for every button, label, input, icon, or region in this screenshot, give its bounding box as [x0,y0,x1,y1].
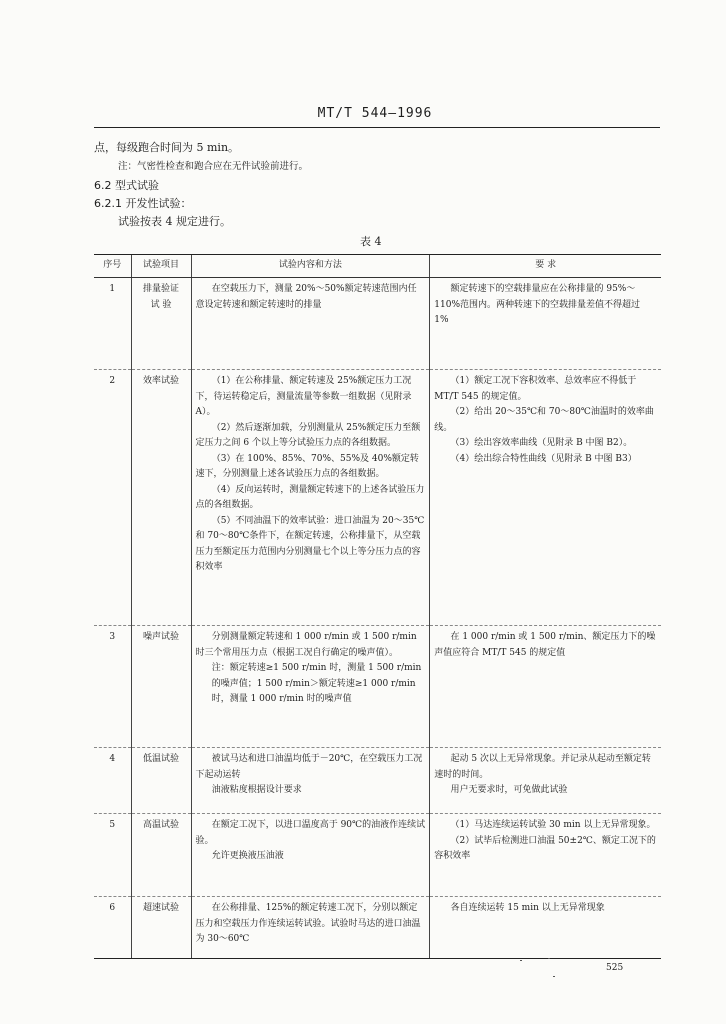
table-row [94,897,661,959]
row-requirement [430,814,661,897]
table-row [94,278,661,370]
row-item [131,748,191,814]
requirement-paragraph: 各自连续运转 15 min 以上无异常现象 [450,903,605,913]
requirement-paragraph: 起动 5 次以上无异常现象。并记录从起动至额定转速时的时间。 [434,754,651,780]
header-method: 试验内容和方法 [191,255,430,278]
row-method [191,748,430,814]
requirement-paragraph: 在 1 000 r/min 或 1 500 r/min、额定压力下的噪声值应符合 MT/T 545 的规定值 [434,632,656,658]
row-item [131,370,191,626]
table-header-row [94,255,661,278]
item-line: 高温试验 [143,820,180,830]
method-paragraph: 在额定工况下，以进口温度高于 90℃的油液作连续试验。 [195,820,426,846]
method-paragraph: 在公称排量、125%的额定转速工况下，分别以额定压力和空载压力作连续运转试验。试验时马达的进口油温为 30～60℃ [195,903,421,944]
page-number: 525 [606,963,624,973]
item-line: 效率试验 [143,376,180,386]
table-row [94,814,661,897]
requirement-paragraph: 用户无要求时，可免做此试验 [450,785,568,795]
requirement-paragraph: （1）额定工况下容积效率、总效率应不得低于 MT/T 545 的规定值。 [434,376,637,402]
header-rule [94,127,660,128]
item-line: 试 验 [150,299,172,310]
requirement-paragraph: 额定转速下的空载排量应在公称排量的 95%～110%范围内。两种转速下的空载排量差值不得超过 1% [434,284,641,325]
scan-speck [520,960,522,961]
row-number: 1 [94,278,131,370]
method-paragraph: （2）然后逐渐加载，分别测量从 25%额定压力至额定压力之间 6 个以上等分试验压力点的各组数据。 [195,422,421,448]
scan-speck [553,976,555,977]
method-paragraph: 在空载压力下，测量 20%～50%额定转速范围内任意设定转速和额定转速时的排量 [195,284,417,310]
method-paragraph: 允许更换液压油液 [211,851,284,861]
requirement-paragraph: （2）试毕后检测进口油温 50±2℃、额定工况下的容积效率 [434,835,656,861]
row-method [191,278,430,370]
row-item [131,897,191,959]
row-method [191,814,430,897]
requirement-paragraph: （3）绘出容效率曲线（见附录 B 中图 B2）。 [450,438,633,448]
section-6-2-heading: 6.2 型式试验 [94,179,159,192]
method-paragraph: （1）在公称排量、额定转速及 25%额定压力工况下，待运转稳定后，测量流量等参数一组数据（见附录 A）。 [195,376,412,417]
intro-note: 注：气密性检查和跑合应在无件试验前进行。 [118,161,309,172]
method-paragraph: 被试马达和进口油温均低于－20℃，在空载压力工况下起动运转 [195,754,423,780]
method-note: 注：额定转速≥1 500 r/min 时，测量 1 500 r/min的噪声值；1 500 r/min＞额定转速≥1 000 r/min时，测量 1 000 r/min 时的噪声值 [211,663,422,704]
header-standard-number: MT/T 544—1996 [317,106,433,121]
method-paragraph: （5）不同油温下的效率试验：进口油温为 20～35℃和 70～80℃条件下，在额定转速，公称排量下，从空载压力至额定压力范围内分别测量七个以上等分压力点的容积效率 [195,515,425,572]
item-line: 排量验证 [143,284,180,294]
requirement-paragraph: （2）给出 20～35℃和 70～80℃油温时的效率曲线。 [434,407,654,433]
table-row [94,370,661,626]
row-number: 3 [94,626,131,748]
row-number: 2 [94,370,131,626]
row-method [191,626,430,748]
row-item [131,278,191,370]
method-paragraph: 油液粘度根据设计要求 [211,785,302,795]
test-spec-table [94,254,661,959]
item-line: 噪声试验 [143,632,180,642]
row-number: 4 [94,748,131,814]
intro-line: 点，每级跑合时间为 5 min。 [94,141,240,154]
row-item [131,626,191,748]
requirement-paragraph: （1）马达连续运转试验 30 min 以上无异常现象。 [450,820,656,830]
method-paragraph: （3）在 100%、85%、70%、55%及 40%额定转速下，分别测量上述各试验压力点的各组数据。 [195,453,419,479]
row-requirement [430,748,661,814]
section-text: 试验按表 4 规定进行。 [118,215,231,228]
table-row [94,748,661,814]
row-requirement [430,897,661,959]
row-method [191,897,430,959]
row-number: 5 [94,814,131,897]
scan-speck [548,958,550,959]
row-requirement [430,370,661,626]
method-paragraph: 分别测量额定转速和 1 000 r/min 或 1 500 r/min时三个常用压力点（根据工况自行确定的噪声值）。 [195,632,417,658]
section-6-2-1-heading: 6.2.1 开发性试验： [94,197,192,210]
row-requirement [430,278,661,370]
row-method [191,370,430,626]
table-caption: 表 4 [360,235,382,248]
requirement-paragraph: （4）绘出综合特性曲线（见附录 B 中图 B3） [450,453,637,464]
row-number: 6 [94,897,131,959]
header-requirement: 要 求 [430,255,661,278]
table-row [94,626,661,748]
header-no: 序号 [94,255,131,278]
item-line: 超速试验 [143,903,180,913]
row-requirement [430,626,661,748]
method-paragraph: （4）反向运转时，测量额定转速下的上述各试验压力点的各组数据。 [195,484,425,510]
item-line: 低温试验 [143,754,180,764]
row-item [131,814,191,897]
header-item: 试验项目 [131,255,191,278]
